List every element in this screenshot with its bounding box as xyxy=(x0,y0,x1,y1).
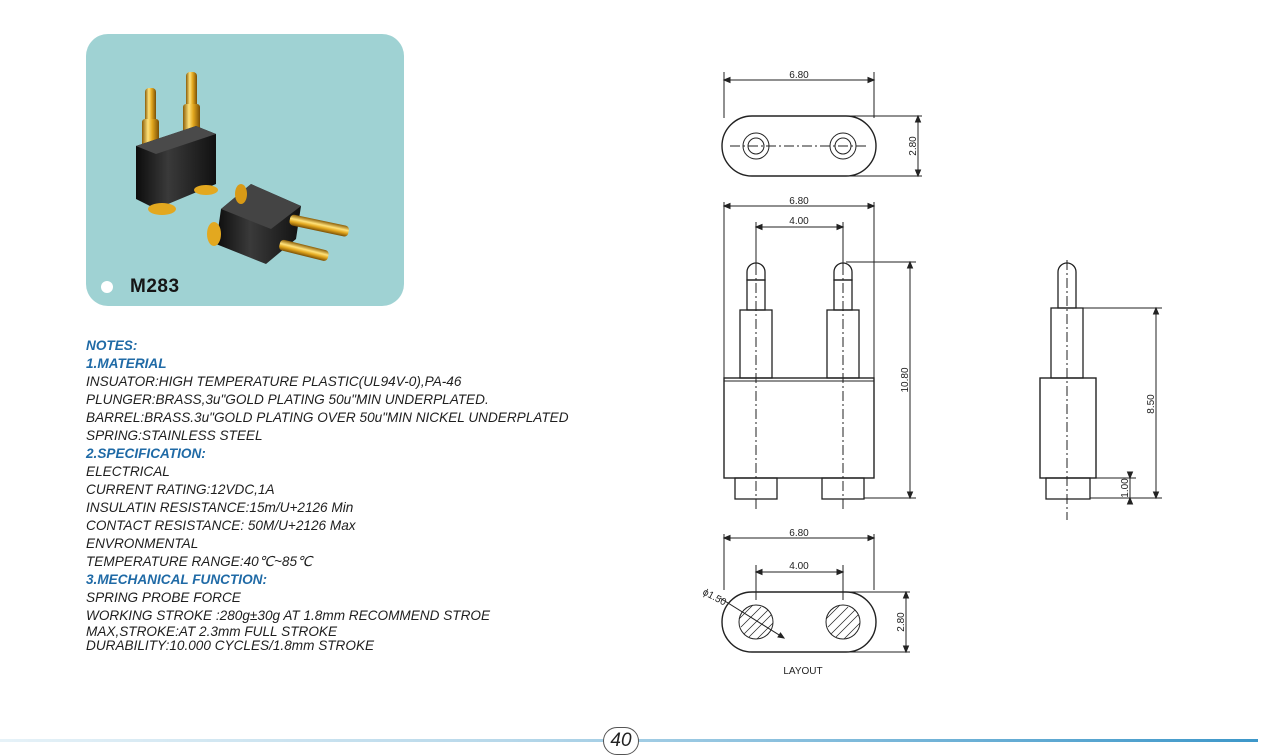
mech-line: MAX,STROKE:AT 2.3mm FULL STROKE xyxy=(86,624,338,639)
notes-title: NOTES: xyxy=(86,338,138,353)
spec-line: CONTACT RESISTANCE: 50M/U+2126 Max xyxy=(86,518,356,533)
mech-line: SPRING PROBE FORCE xyxy=(86,590,241,605)
lying-connector xyxy=(207,184,350,264)
dim-side-height: 8.50 xyxy=(1146,394,1157,414)
notes-section xyxy=(86,337,646,653)
page-number: 40 xyxy=(603,727,639,755)
technical-drawing xyxy=(660,60,1200,690)
connector-illustration xyxy=(86,34,404,306)
dim-layout-height: 2.80 xyxy=(896,612,907,632)
material-line: SPRING:STAINLESS STEEL xyxy=(86,428,263,443)
product-photo-card xyxy=(86,34,404,306)
dim-hole-diameter: ϕ1.50 xyxy=(700,586,728,609)
spec-line: ELECTRICAL xyxy=(86,464,170,479)
model-bullet xyxy=(101,281,113,293)
dim-front-width: 6.80 xyxy=(789,196,809,207)
dim-layout-width: 6.80 xyxy=(789,528,809,539)
front-view xyxy=(724,196,916,510)
spec-line: CURRENT RATING:12VDC,1A xyxy=(86,482,275,497)
dim-top-height: 2.80 xyxy=(908,136,919,156)
material-line: PLUNGER:BRASS,3u"GOLD PLATING 50u"MIN UNDERPLATED. xyxy=(86,392,489,407)
layout-label: LAYOUT xyxy=(783,666,823,677)
spec-line: ENVRONMENTAL xyxy=(86,536,199,551)
dim-tail-length: 1.00 xyxy=(1120,478,1131,498)
top-view xyxy=(722,70,922,176)
mech-line: WORKING STROKE :280g±30g AT 1.8mm RECOMMEND STROE xyxy=(86,608,491,623)
specification-heading: 2.SPECIFICATION: xyxy=(86,446,206,461)
mech-line: DURABILITY:10.000 CYCLES/1.8mm STROKE xyxy=(86,638,375,653)
side-view xyxy=(1040,260,1162,520)
dim-top-width: 6.80 xyxy=(789,70,809,81)
dim-layout-pitch: 4.00 xyxy=(789,561,809,572)
material-line: INSUATOR:HIGH TEMPERATURE PLASTIC(UL94V-0),PA-46 xyxy=(86,374,462,389)
dim-pin-pitch: 4.00 xyxy=(789,216,809,227)
material-line: BARREL:BRASS.3u"GOLD PLATING OVER 50u"MIN NICKEL UNDERPLATED xyxy=(86,410,569,425)
model-number: M283 xyxy=(130,276,180,297)
layout-view xyxy=(701,528,910,677)
spec-line: INSULATIN RESISTANCE:15m/U+2126 Min xyxy=(86,500,354,515)
dim-total-height: 10.80 xyxy=(900,367,911,393)
upright-connector xyxy=(136,72,218,215)
mechanical-heading: 3.MECHANICAL FUNCTION: xyxy=(86,572,267,587)
material-heading: 1.MATERIAL xyxy=(86,356,167,371)
spec-line: TEMPERATURE RANGE:40℃~85℃ xyxy=(86,554,313,569)
